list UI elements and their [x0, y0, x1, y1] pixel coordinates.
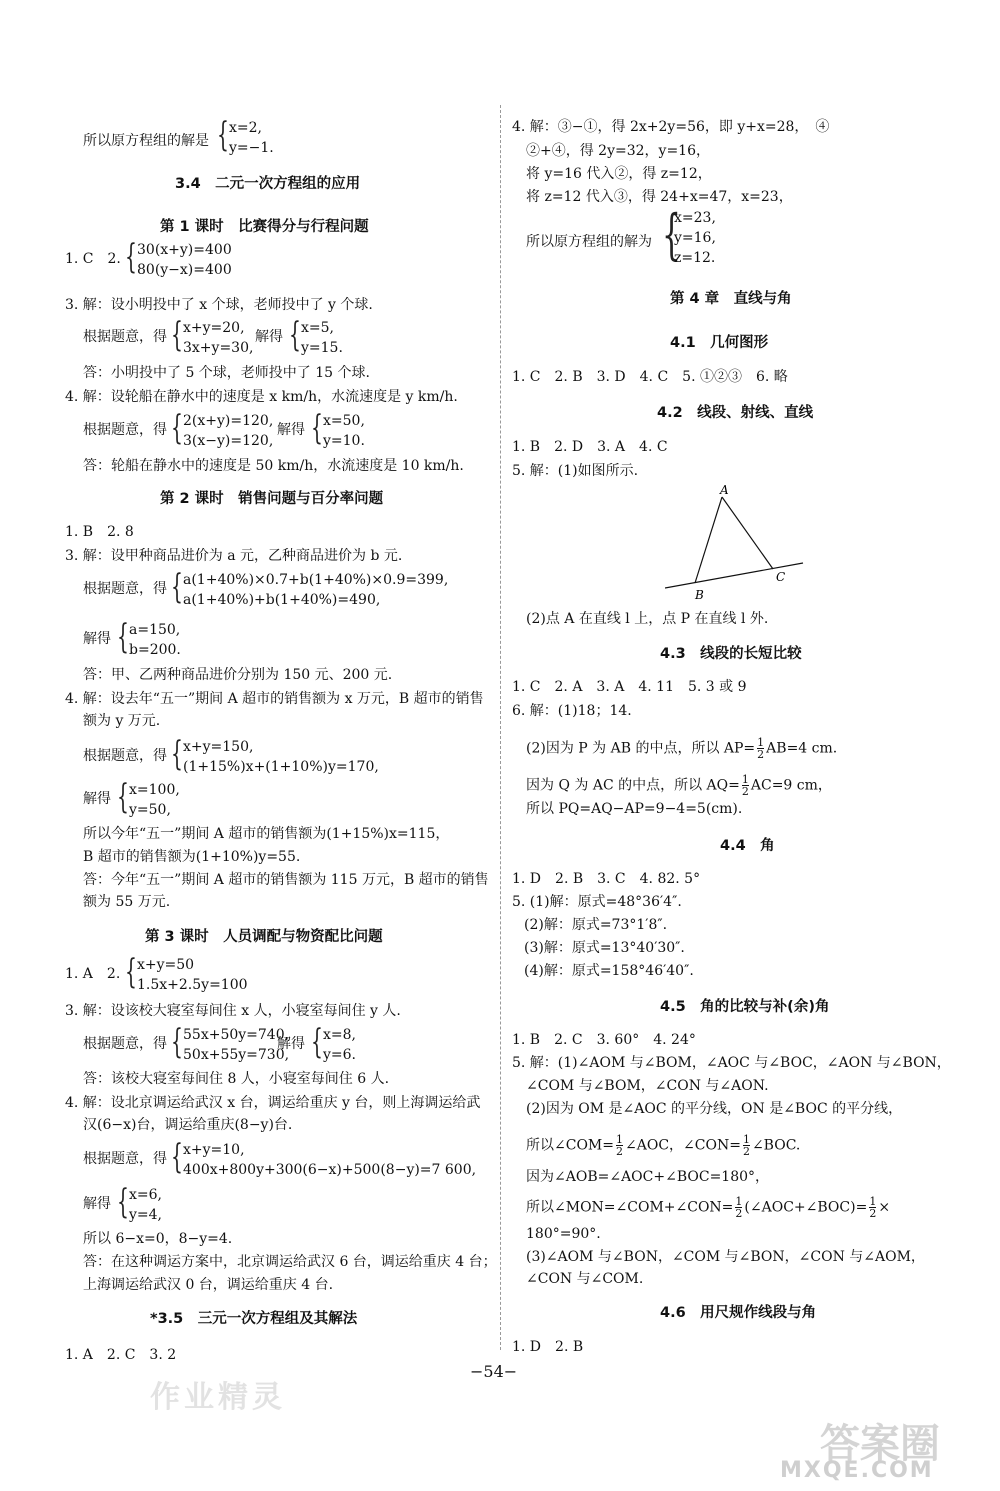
- text-line: (2)解：原式=73°1′8″.: [524, 917, 668, 933]
- section-heading: 4.1 几何图形: [670, 335, 769, 351]
- text-line: 解得: [83, 1196, 111, 1212]
- equation-row: 30(x+y)=400: [137, 242, 232, 258]
- equation-row: z=12.: [674, 250, 716, 266]
- fraction: [757, 737, 764, 760]
- label-b: B: [695, 588, 704, 602]
- equation-row: 400x+800y+300(6−x)+500(8−y)=7 600,: [183, 1162, 477, 1178]
- section-heading: 3.4 二元一次方程组的应用: [175, 176, 361, 192]
- text-line: 汉(6−x)台，调运给重庆(8−y)台.: [83, 1117, 293, 1133]
- text-segment: AB=4 cm.: [766, 740, 838, 757]
- text-line: [526, 1134, 800, 1157]
- equation-row: 3(x−y)=120,: [183, 433, 274, 449]
- equation-row: x=100,: [129, 782, 180, 798]
- text-line: 因为∠AOB=∠AOC+∠BOC=180°，: [526, 1169, 770, 1185]
- equation-row: y=50,: [129, 802, 171, 818]
- equation-row: y=16,: [674, 230, 716, 246]
- equation-row: y=6.: [323, 1047, 356, 1063]
- text-line: 4. 解：设去年“五一”期间 A 超市的销售额为 x 万元，B 超市的销售: [65, 691, 484, 707]
- text-line: 4. 解：设北京调运给武汉 x 台，调运给重庆 y 台，则上海调运给武: [65, 1095, 481, 1111]
- text-line: ∠COM 与∠BOM，∠CON 与∠AON.: [526, 1078, 769, 1094]
- answer-line: 1. D 2. B: [512, 1339, 584, 1355]
- fraction-denominator: 2: [869, 1207, 877, 1220]
- section-heading: 4.6 用尺规作线段与角: [660, 1305, 817, 1321]
- fraction-numerator: 1: [757, 736, 765, 749]
- equation-row: 55x+50y=740,: [183, 1027, 290, 1043]
- answer-line: 1. D 2. B 3. C 4. 82. 5°: [512, 871, 701, 887]
- text-line: 4. 解：设轮船在静水中的速度是 x km/h，水流速度是 y km/h.: [65, 389, 458, 405]
- section-heading: 4.2 线段、射线、直线: [657, 405, 814, 421]
- text-segment: 因为 Q 为 AC 的中点，所以 AQ=: [526, 777, 740, 794]
- text-line: [526, 774, 832, 797]
- text-line: 将 z=12 代入③，得 24+x=47，x=23，: [526, 189, 793, 205]
- column-divider: [500, 105, 501, 1350]
- equation-row: x=8,: [323, 1027, 356, 1043]
- text-line: 所以原方程组的解是: [83, 133, 209, 149]
- equation-row: x=23,: [674, 210, 716, 226]
- label-a: A: [720, 485, 729, 497]
- text-line: [526, 737, 837, 760]
- equation-row: x+y=150,: [183, 739, 254, 755]
- equation-row: y=−1.: [229, 140, 274, 156]
- text-line: 3. 解：设该校大寝室每间住 x 人，小寝室每间住 y 人.: [65, 1003, 401, 1019]
- equation-row: y=10.: [323, 433, 365, 449]
- text-segment: 所以∠COM=: [526, 1137, 614, 1154]
- fraction: [616, 1134, 623, 1157]
- equation-row: (1+15%)x+(1+10%)y=170,: [183, 759, 379, 775]
- fraction-denominator: 2: [616, 1145, 623, 1158]
- text-line: 所以今年“五一”期间 A 超市的销售额为(1+15%)x=115，: [83, 826, 450, 842]
- page-number: −54−: [470, 1362, 518, 1381]
- equation-row: x=2,: [229, 120, 262, 136]
- text-line: 根据题意，得: [83, 422, 167, 438]
- text-line: (2)因为 OM 是∠AOC 的平分线，ON 是∠BOC 的平分线，: [526, 1101, 903, 1117]
- fraction-denominator: 2: [735, 1207, 743, 1220]
- section-heading: 4.4 角: [720, 838, 775, 854]
- equation-row: 2(x+y)=120,: [183, 413, 274, 429]
- text-line: 答：今年“五一”期间 A 超市的销售额为 115 万元，B 超市的销售: [83, 872, 489, 888]
- equation-row: x+y=50: [137, 957, 195, 973]
- text-segment: 所以∠MON=∠COM+∠CON=: [526, 1199, 734, 1216]
- text-line: (3)解：原式=13°40′30″.: [524, 940, 685, 956]
- text-line: 根据题意，得: [83, 329, 167, 345]
- text-line: 答：在这种调运方案中，北京调运给武汉 6 台，调运给重庆 4 台；: [83, 1254, 497, 1270]
- fraction: [735, 1196, 742, 1219]
- fraction-denominator: 2: [741, 785, 749, 798]
- text-line: 额为 y 万元.: [83, 713, 161, 729]
- text-line: 额为 55 万元.: [83, 894, 171, 910]
- text-line: 3. 解：设小明投中了 x 个球，老师投中了 y 个球.: [65, 297, 373, 313]
- segment-ab: [695, 497, 722, 583]
- equation-row: 1.5x+2.5y=100: [137, 977, 248, 993]
- text-line: 5. 解：(1)如图所示.: [512, 463, 639, 479]
- equation-row: y=15.: [301, 340, 343, 356]
- text-line: 根据题意，得: [83, 1151, 167, 1167]
- text-line: 解得: [277, 1036, 305, 1052]
- fraction-denominator: 2: [757, 748, 765, 761]
- text-segment: ∠AOC，∠CON=: [625, 1137, 741, 1154]
- text-line: 根据题意，得: [83, 1036, 167, 1052]
- equation-row: x+y=20,: [183, 320, 245, 336]
- text-line: 将 y=16 代入②，得 z=12，: [526, 166, 712, 182]
- text-line: 所以原方程组的解为: [526, 234, 652, 250]
- fraction: [869, 1196, 876, 1219]
- fraction: [743, 1134, 750, 1157]
- label-c: C: [776, 570, 786, 584]
- text-line: 所以 6−x=0，8−y=4.: [83, 1231, 233, 1247]
- segment-ac: [722, 497, 773, 569]
- text-line: 解得: [255, 329, 283, 345]
- text-line: 上海调运给武汉 0 台，调运给重庆 4 台.: [83, 1277, 334, 1293]
- equation-row: x+y=10,: [183, 1142, 245, 1158]
- fraction-numerator: 1: [742, 1133, 750, 1146]
- answer-line: 1. B 2. 8: [65, 524, 134, 540]
- answer-line: 1. C 2. B 3. D 4. C 5. ①②③ 6. 略: [512, 369, 788, 385]
- lesson-heading: 第 2 课时 销售问题与百分率问题: [160, 491, 384, 507]
- text-line: ②+④，得 2y=32，y=16，: [526, 143, 710, 159]
- section-heading: 4.5 角的比较与补(余)角: [660, 999, 830, 1015]
- text-line: (2)点 A 在直线 l 上，点 P 在直线 l 外.: [526, 611, 769, 627]
- lesson-heading: 第 3 课时 人员调配与物资配比问题: [145, 929, 383, 945]
- lesson-heading: 第 1 课时 比赛得分与行程问题: [160, 219, 369, 235]
- equation-row: x=5,: [301, 320, 334, 336]
- text-line: ∠CON 与∠COM.: [526, 1271, 644, 1287]
- text-line: 答：小明投中了 5 个球，老师投中了 15 个球.: [83, 365, 370, 381]
- equation-row: 50x+55y=730,: [183, 1047, 290, 1063]
- text-segment: (∠AOC+∠BOC)=: [744, 1199, 868, 1216]
- text-line: [526, 1196, 890, 1219]
- watermark-text: 作业精灵: [150, 1380, 286, 1415]
- fraction-numerator: 1: [869, 1195, 877, 1208]
- equation-row: 3x+y=30,: [183, 340, 254, 356]
- equation-row: x=6,: [129, 1187, 162, 1203]
- text-line: 5. (1)解：原式=48°36′4″.: [512, 894, 682, 910]
- chapter-heading: 第 4 章 直线与角: [670, 291, 792, 307]
- section-heading: *3.5 三元一次方程组及其解法: [150, 1311, 358, 1327]
- triangle-figure: [665, 485, 810, 610]
- answer-line: 1. B 2. D 3. A 4. C: [512, 439, 668, 455]
- answer-line: 1. C 2.: [65, 251, 121, 267]
- text-segment: ×: [878, 1199, 891, 1216]
- fraction-denominator: 2: [742, 1145, 750, 1158]
- equation-row: a(1+40%)+b(1+40%)=490,: [183, 592, 381, 608]
- text-line: (4)解：原式=158°46′40″.: [524, 963, 694, 979]
- watermark-logo: 答案圈: [820, 1421, 940, 1467]
- text-line: (3)∠AOM 与∠BON，∠COM 与∠BON，∠CON 与∠AOM，: [526, 1249, 925, 1265]
- watermark-url: MXQE.COM: [780, 1458, 934, 1483]
- text-line: 答：轮船在静水中的速度是 50 km/h，水流速度是 10 km/h.: [83, 458, 464, 474]
- text-line: 180°=90°.: [526, 1226, 601, 1242]
- text-segment: (2)因为 P 为 AB 的中点，所以 AP=: [526, 740, 756, 757]
- text-line: 所以 PQ=AQ−AP=9−4=5(cm).: [526, 801, 743, 817]
- text-line: 解得: [83, 791, 111, 807]
- text-line: 6. 解：(1)18；14.: [512, 703, 632, 719]
- equation-row: b=200.: [129, 642, 181, 658]
- answer-line: 1. B 2. C 3. 60° 4. 24°: [512, 1032, 696, 1048]
- equation-row: a=150,: [129, 622, 181, 638]
- answer-line: 1. C 2. A 3. A 4. 11 5. 3 或 9: [512, 679, 747, 695]
- equation-row: x=50,: [323, 413, 365, 429]
- text-segment: ∠BOC.: [751, 1137, 801, 1154]
- answer-line: 1. A 2.: [65, 966, 121, 982]
- fraction-numerator: 1: [616, 1133, 623, 1146]
- fraction-numerator: 1: [735, 1195, 743, 1208]
- text-line: 根据题意，得: [83, 581, 167, 597]
- equation-row: y=4,: [129, 1207, 162, 1223]
- text-line: 解得: [277, 422, 305, 438]
- text-segment: AC=9 cm，: [750, 777, 832, 794]
- text-line: B 超市的销售额为(1+10%)y=55.: [83, 849, 301, 865]
- equation-row: 80(y−x)=400: [137, 262, 232, 278]
- text-line: 根据题意，得: [83, 748, 167, 764]
- text-line: 答：甲、乙两种商品进价分别为 150 元、200 元.: [83, 667, 393, 683]
- text-line: 5. 解：(1)∠AOM 与∠BOM，∠AOC 与∠BOC，∠AON 与∠BON，: [512, 1055, 951, 1071]
- section-heading: 4.3 线段的长短比较: [660, 646, 802, 662]
- text-line: 答：该校大寝室每间住 8 人，小寝室每间住 6 人.: [83, 1071, 390, 1087]
- text-line: 4. 解：③−①，得 2x+2y=56，即 y+x=28， ④: [512, 119, 830, 135]
- text-line: 3. 解：设甲种商品进价为 a 元，乙种商品进价为 b 元.: [65, 548, 403, 564]
- answer-line: 1. A 2. C 3. 2: [65, 1347, 177, 1363]
- fraction: [742, 774, 749, 797]
- fraction-numerator: 1: [741, 773, 749, 786]
- text-line: 解得: [83, 631, 111, 647]
- equation-row: a(1+40%)×0.7+b(1+40%)×0.9=399,: [183, 572, 449, 588]
